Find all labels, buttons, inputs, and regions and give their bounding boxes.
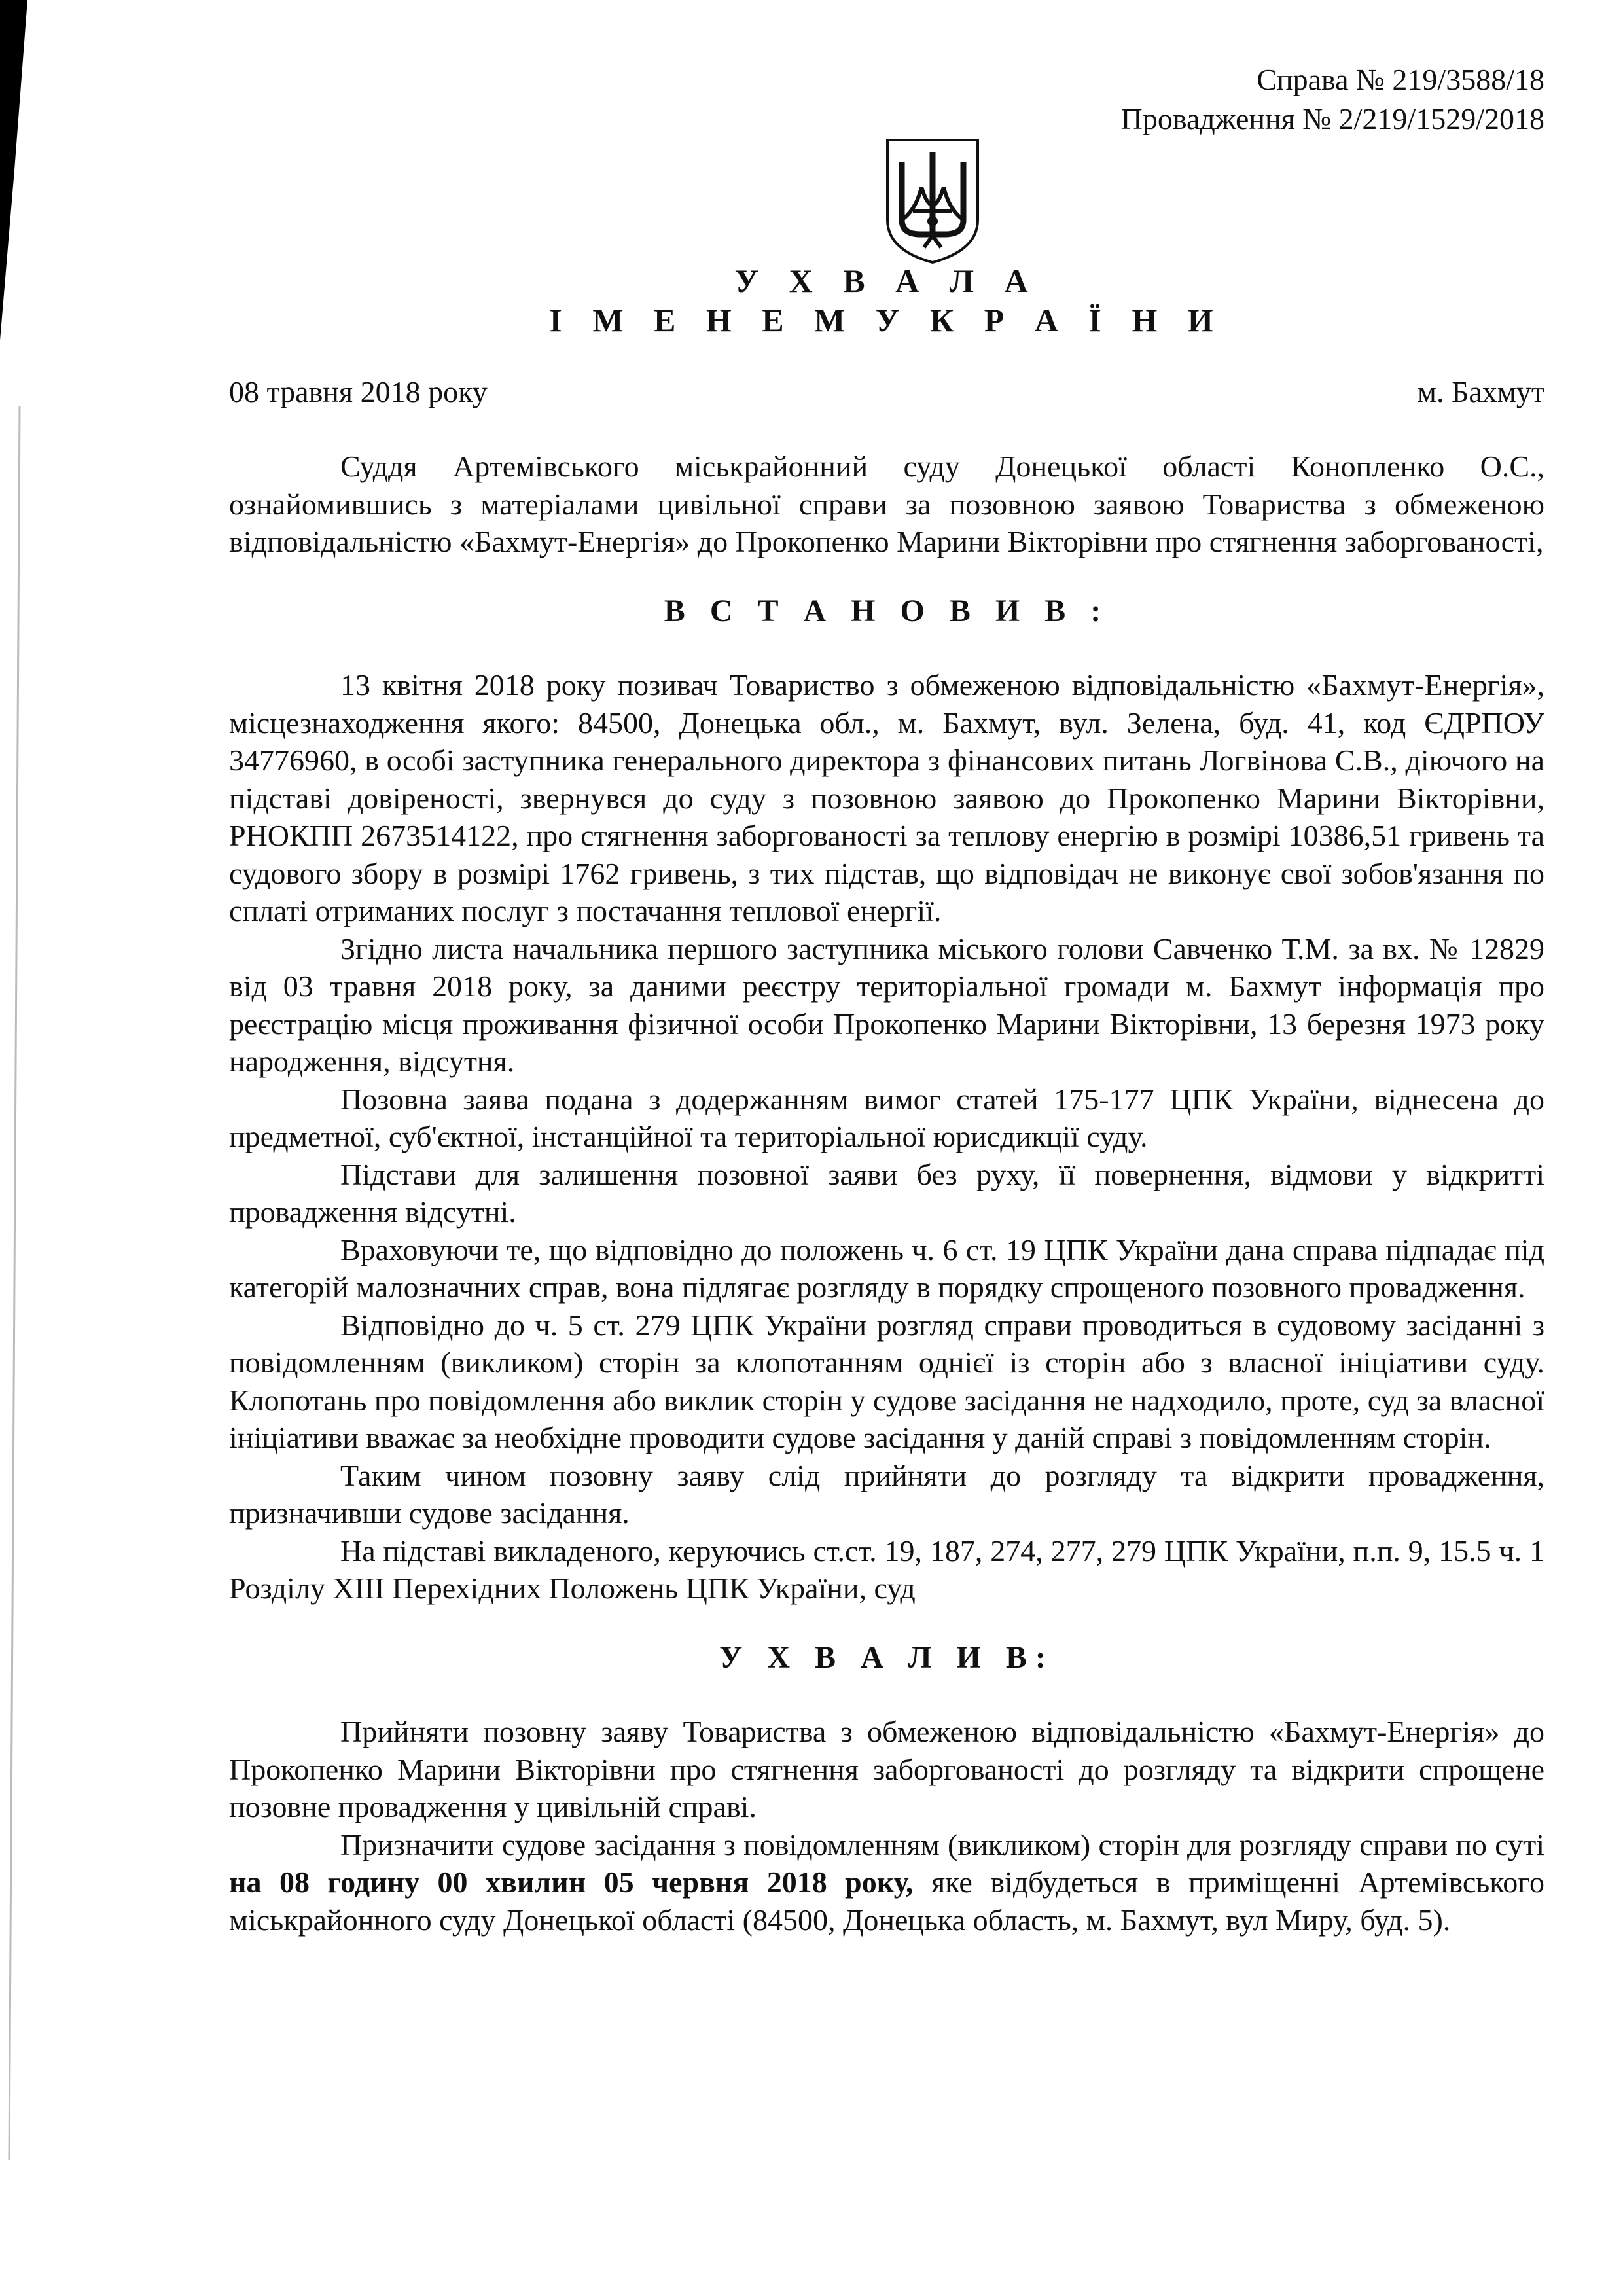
established-paragraph: 13 квітня 2018 року позивач Товариство з обмеженою відповідальністю «Бахмут-Енергія», місцезнаходження якого: 84500, Донецька обл., м. Бахмут, вул. Зелена, буд. 41, код ЄДРПОУ 34776960, в особі заступника генерального директора з фінансових питань Логвінова С.В., діючого на підставі довіреності, звернувся до суду з позовною заявою до Прокопенко Марини Вікторівни, РНОКПП 2673514122, про стягнення заборгованості за теплову енергію в розмірі 10386,51 гривень та судового збору в розмірі 1762 гривень, з тих підстав, що відповідач не виконує свої зобов'язання по сплаті отриманих послуг з постачання теплової енергії. bbox=[229, 668, 1544, 927]
established-paragraph: На підставі викладеного, керуючись ст.ст. 19, 187, 274, 277, 279 ЦПК України, п.п. 9, 15.5 ч. 1 Розділу XIII Перехідних Положень ЦПК України, суд bbox=[229, 1534, 1544, 1605]
established-paragraph: Враховуючи те, що відповідно до положень ч. 6 ст. 19 ЦПК України дана справа підпадає під категорій малозначних справ, вона підлягає розгляду в порядку спрощеного позовного провадження. bbox=[229, 1232, 1544, 1304]
established-paragraph: Згідно листа начальника першого заступника міського голови Савченко Т.М. за вх. № 12829 від 03 травня 2018 року, за даними реєстру територіальної громади м. Бахмут інформація про реєстрацію місця проживання фізичної особи Прокопенко Марини Вікторівни, 13 березня 1973 року народження, відсутня. bbox=[229, 931, 1544, 1078]
established-paragraph: Відповідно до ч. 5 ст. 279 ЦПК України розгляд справи проводиться в судовому засіданні з повідомленням (викликом) сторін за клопотанням однієї із сторін або з власної ініціативи суду. Клопотань про повідомлення або виклик сторін у судове засідання не надходило, проте, суд за власної ініціативи вважає за необхідне проводити судове засідання у даній справі з повідомленням сторін. bbox=[229, 1308, 1544, 1454]
established-paragraph: Таким чином позовну заяву слід прийняти до розгляду та відкрити провадження, призначивши судове засідання. bbox=[229, 1458, 1544, 1530]
proceeding-number: Провадження № 2/219/1529/2018 bbox=[1120, 102, 1544, 135]
dateline bbox=[229, 374, 1544, 409]
established-paragraph: Підстави для залишення позовної заяви без руху, її повернення, відмови у відкритті провадження відсутні. bbox=[229, 1157, 1544, 1229]
document-city: м. Бахмут bbox=[1417, 375, 1544, 408]
intro-paragraph: Суддя Артемівського міськрайонний суду Донецької області Конопленко О.С., ознайомившись з матеріалами цивільної справи за позовною заявою Товариства з обмеженою відповідальністю «Бахмут-Енергія» до Прокопенко Марини Вікторівни про стягнення заборгованості, bbox=[229, 450, 1544, 558]
ruled-heading: У Х В А Л И В: bbox=[719, 1640, 1054, 1675]
ruled-paragraph-hearing bbox=[229, 1826, 1544, 1939]
case-info bbox=[1121, 60, 1544, 139]
trident-coat-of-arms-icon bbox=[883, 137, 982, 265]
case-number: Справа № 219/3588/18 bbox=[1257, 63, 1544, 96]
document-subtitle: І М Е Н Е М У К Р А Ї Н И bbox=[549, 302, 1224, 338]
document-title: У Х В А Л А bbox=[734, 262, 1039, 299]
document-date: 08 травня 2018 року bbox=[229, 375, 488, 408]
hearing-text-start: Призначити судове засідання з повідомленням (викликом) сторін для розгляду справи по суті bbox=[340, 1827, 1544, 1861]
document-page bbox=[229, 0, 1544, 2296]
document-body bbox=[229, 448, 1544, 1939]
hearing-text-end: яке відбудеться в приміщенні Артемівського міськрайонного суду Донецької області (84500, Донецька область, м. Бахмут, вул Миру, буд. 5). bbox=[229, 1865, 1545, 1937]
hearing-datetime: на 08 годину 00 хвилин 05 червня 2018 року, bbox=[229, 1865, 914, 1899]
established-paragraph: Позовна заява подана з додержанням вимог статей 175-177 ЦПК України, віднесена до предметної, суб'єктної, інстанційної та територіальної юрисдикції суду. bbox=[229, 1082, 1544, 1153]
established-heading: В С Т А Н О В И В : bbox=[664, 593, 1110, 628]
ruled-paragraph: Прийняти позовну заяву Товариства з обмеженою відповідальністю «Бахмут-Енергія» до Прокопенко Марини Вікторівни про стягнення заборгованості до розгляду та відкрити спрощене позовне провадження у цивільній справі. bbox=[229, 1715, 1544, 1823]
